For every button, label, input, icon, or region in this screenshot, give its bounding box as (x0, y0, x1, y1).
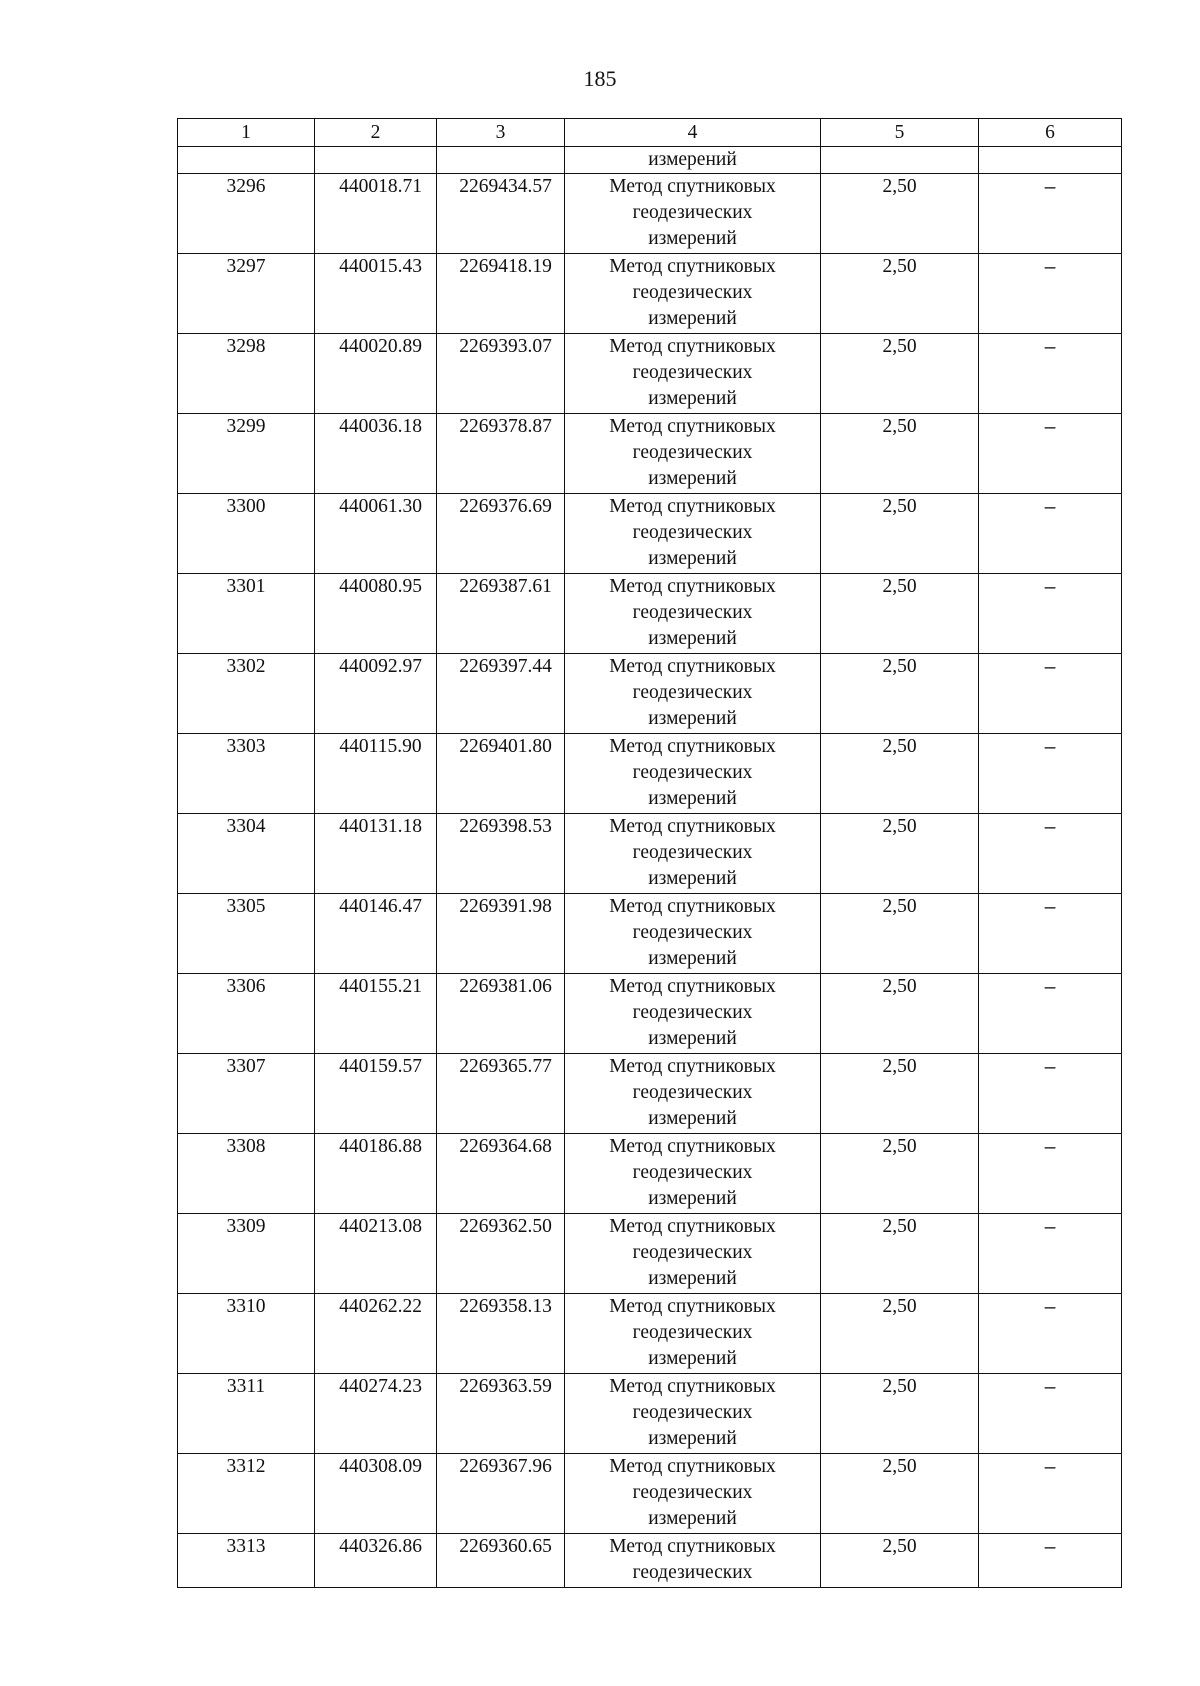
table-row (178, 974, 1122, 1054)
table-row (178, 1294, 1122, 1374)
table-row (178, 1054, 1122, 1134)
accuracy-cell: 2,50 (821, 1534, 979, 1588)
x-coordinate-cell: 440092.97 (315, 654, 437, 734)
method-line: измерений (648, 228, 737, 249)
method-line: геодезических (632, 1482, 753, 1503)
method-line: геодезических (632, 522, 753, 543)
method-line: измерений (648, 948, 737, 969)
table-row (178, 174, 1122, 254)
method-line: Метод спутниковых (609, 1136, 776, 1157)
method-line: геодезических (632, 442, 753, 463)
x-coordinate-cell: 440080.95 (315, 574, 437, 654)
continuation-cell (178, 147, 315, 174)
x-coordinate-cell: 440018.71 (315, 174, 437, 254)
table-row (178, 1454, 1122, 1534)
method-line: Метод спутниковых (609, 816, 776, 837)
x-coordinate-cell: 440159.57 (315, 1054, 437, 1134)
method-line: геодезических (632, 1562, 753, 1583)
accuracy-cell: 2,50 (821, 334, 979, 414)
table-row (178, 814, 1122, 894)
point-number-cell: 3299 (178, 414, 315, 494)
method-line: Метод спутниковых (609, 1376, 776, 1397)
note-cell: – (979, 1294, 1122, 1374)
point-number-cell: 3312 (178, 1454, 315, 1534)
continuation-cell (315, 147, 437, 174)
x-coordinate-cell: 440061.30 (315, 494, 437, 574)
method-cell (565, 334, 821, 414)
method-line: геодезических (632, 1242, 753, 1263)
method-line: Метод спутниковых (609, 416, 776, 437)
method-line: Метод спутниковых (609, 336, 776, 357)
method-line: Метод спутниковых (609, 176, 776, 197)
table-row (178, 734, 1122, 814)
method-line: Метод спутниковых (609, 1056, 776, 1077)
note-cell: – (979, 254, 1122, 334)
table-row (178, 1214, 1122, 1294)
x-coordinate-cell: 440326.86 (315, 1534, 437, 1588)
y-coordinate-cell: 2269367.96 (437, 1454, 565, 1534)
method-line: геодезических (632, 1402, 753, 1423)
method-line: измерений (648, 868, 737, 889)
method-line: геодезических (632, 1322, 753, 1343)
method-line: измерений (648, 1428, 737, 1449)
point-number-cell: 3301 (178, 574, 315, 654)
point-number-cell: 3303 (178, 734, 315, 814)
point-number-cell: 3307 (178, 1054, 315, 1134)
method-line: геодезических (632, 282, 753, 303)
y-coordinate-cell: 2269381.06 (437, 974, 565, 1054)
accuracy-cell: 2,50 (821, 174, 979, 254)
method-cell (565, 894, 821, 974)
method-line: геодезических (632, 1082, 753, 1103)
y-coordinate-cell: 2269358.13 (437, 1294, 565, 1374)
accuracy-cell: 2,50 (821, 1454, 979, 1534)
accuracy-cell: 2,50 (821, 574, 979, 654)
coordinates-table (177, 118, 1122, 1588)
point-number-cell: 3298 (178, 334, 315, 414)
y-coordinate-cell: 2269376.69 (437, 494, 565, 574)
method-cell (565, 814, 821, 894)
point-number-cell: 3296 (178, 174, 315, 254)
method-cell (565, 1294, 821, 1374)
method-cell (565, 174, 821, 254)
method-line: измерений (648, 308, 737, 329)
method-cell (565, 654, 821, 734)
accuracy-cell: 2,50 (821, 654, 979, 734)
method-line: геодезических (632, 202, 753, 223)
y-coordinate-cell: 2269391.98 (437, 894, 565, 974)
continuation-row (178, 147, 1122, 174)
point-number-cell: 3310 (178, 1294, 315, 1374)
method-cell (565, 1374, 821, 1454)
point-number-cell: 3300 (178, 494, 315, 574)
method-line: Метод спутниковых (609, 656, 776, 677)
method-line: Метод спутниковых (609, 1456, 776, 1477)
continuation-cell (437, 147, 565, 174)
method-cell (565, 1134, 821, 1214)
note-cell: – (979, 1534, 1122, 1588)
y-coordinate-cell: 2269362.50 (437, 1214, 565, 1294)
accuracy-cell: 2,50 (821, 494, 979, 574)
accuracy-cell: 2,50 (821, 1214, 979, 1294)
x-coordinate-cell: 440131.18 (315, 814, 437, 894)
y-coordinate-cell: 2269378.87 (437, 414, 565, 494)
method-cell (565, 1534, 821, 1588)
method-line: геодезических (632, 602, 753, 623)
table-row (178, 494, 1122, 574)
method-line: измерений (648, 1508, 737, 1529)
method-line: геодезических (632, 1002, 753, 1023)
y-coordinate-cell: 2269360.65 (437, 1534, 565, 1588)
accuracy-cell: 2,50 (821, 814, 979, 894)
x-coordinate-cell: 440146.47 (315, 894, 437, 974)
note-cell: – (979, 894, 1122, 974)
x-coordinate-cell: 440115.90 (315, 734, 437, 814)
method-line: Метод спутниковых (609, 496, 776, 517)
method-cell (565, 974, 821, 1054)
method-line: измерений (648, 788, 737, 809)
header-cell: 4 (565, 119, 821, 147)
accuracy-cell: 2,50 (821, 894, 979, 974)
point-number-cell: 3297 (178, 254, 315, 334)
point-number-cell: 3309 (178, 1214, 315, 1294)
note-cell: – (979, 1054, 1122, 1134)
method-line: Метод спутниковых (609, 576, 776, 597)
point-number-cell: 3308 (178, 1134, 315, 1214)
header-cell: 2 (315, 119, 437, 147)
method-line: измерений (648, 1348, 737, 1369)
x-coordinate-cell: 440262.22 (315, 1294, 437, 1374)
method-cell (565, 254, 821, 334)
table-row (178, 1534, 1122, 1588)
accuracy-cell: 2,50 (821, 734, 979, 814)
y-coordinate-cell: 2269364.68 (437, 1134, 565, 1214)
note-cell: – (979, 734, 1122, 814)
y-coordinate-cell: 2269397.44 (437, 654, 565, 734)
continuation-cell: измерений (565, 147, 821, 174)
point-number-cell: 3304 (178, 814, 315, 894)
header-cell: 3 (437, 119, 565, 147)
method-line: измерений (648, 628, 737, 649)
y-coordinate-cell: 2269434.57 (437, 174, 565, 254)
y-coordinate-cell: 2269365.77 (437, 1054, 565, 1134)
header-cell: 5 (821, 119, 979, 147)
method-cell (565, 734, 821, 814)
note-cell: – (979, 174, 1122, 254)
x-coordinate-cell: 440020.89 (315, 334, 437, 414)
table-row (178, 654, 1122, 734)
method-line: измерений (648, 708, 737, 729)
note-cell: – (979, 414, 1122, 494)
x-coordinate-cell: 440155.21 (315, 974, 437, 1054)
method-line: Метод спутниковых (609, 736, 776, 757)
method-line: измерений (648, 388, 737, 409)
point-number-cell: 3313 (178, 1534, 315, 1588)
note-cell: – (979, 1454, 1122, 1534)
method-cell (565, 414, 821, 494)
note-cell: – (979, 574, 1122, 654)
point-number-cell: 3302 (178, 654, 315, 734)
table-row (178, 1374, 1122, 1454)
method-cell (565, 494, 821, 574)
method-line: Метод спутниковых (609, 976, 776, 997)
table-row (178, 254, 1122, 334)
method-line: измерений (648, 1108, 737, 1129)
method-cell (565, 574, 821, 654)
method-cell (565, 1454, 821, 1534)
note-cell: – (979, 814, 1122, 894)
point-number-cell: 3311 (178, 1374, 315, 1454)
method-line: измерений (648, 1268, 737, 1289)
note-cell: – (979, 974, 1122, 1054)
continuation-cell (979, 147, 1122, 174)
x-coordinate-cell: 440186.88 (315, 1134, 437, 1214)
method-cell (565, 1054, 821, 1134)
x-coordinate-cell: 440015.43 (315, 254, 437, 334)
method-line: Метод спутниковых (609, 1216, 776, 1237)
y-coordinate-cell: 2269387.61 (437, 574, 565, 654)
accuracy-cell: 2,50 (821, 1294, 979, 1374)
table-row (178, 1134, 1122, 1214)
method-line: Метод спутниковых (609, 1296, 776, 1317)
method-line: Метод спутниковых (609, 896, 776, 917)
x-coordinate-cell: 440308.09 (315, 1454, 437, 1534)
method-line: измерений (648, 468, 737, 489)
note-cell: – (979, 1134, 1122, 1214)
accuracy-cell: 2,50 (821, 1374, 979, 1454)
x-coordinate-cell: 440213.08 (315, 1214, 437, 1294)
method-line: Метод спутниковых (609, 256, 776, 277)
method-line: измерений (648, 1028, 737, 1049)
y-coordinate-cell: 2269398.53 (437, 814, 565, 894)
note-cell: – (979, 494, 1122, 574)
point-number-cell: 3305 (178, 894, 315, 974)
header-cell: 1 (178, 119, 315, 147)
table-header-row (178, 119, 1122, 147)
method-cell (565, 1214, 821, 1294)
y-coordinate-cell: 2269418.19 (437, 254, 565, 334)
method-line: Метод спутниковых (609, 1536, 776, 1557)
note-cell: – (979, 1214, 1122, 1294)
accuracy-cell: 2,50 (821, 1054, 979, 1134)
note-cell: – (979, 1374, 1122, 1454)
method-line: геодезических (632, 362, 753, 383)
page-number: 185 (583, 66, 617, 91)
accuracy-cell: 2,50 (821, 414, 979, 494)
y-coordinate-cell: 2269363.59 (437, 1374, 565, 1454)
y-coordinate-cell: 2269401.80 (437, 734, 565, 814)
note-cell: – (979, 334, 1122, 414)
table-row (178, 574, 1122, 654)
method-line: геодезических (632, 682, 753, 703)
table-row (178, 894, 1122, 974)
x-coordinate-cell: 440036.18 (315, 414, 437, 494)
point-number-cell: 3306 (178, 974, 315, 1054)
accuracy-cell: 2,50 (821, 974, 979, 1054)
accuracy-cell: 2,50 (821, 1134, 979, 1214)
method-line: геодезических (632, 922, 753, 943)
method-line: геодезических (632, 1162, 753, 1183)
method-line: геодезических (632, 762, 753, 783)
method-line: измерений (648, 1188, 737, 1209)
accuracy-cell: 2,50 (821, 254, 979, 334)
x-coordinate-cell: 440274.23 (315, 1374, 437, 1454)
method-line: измерений (648, 548, 737, 569)
continuation-cell (821, 147, 979, 174)
note-cell: – (979, 654, 1122, 734)
table-row (178, 334, 1122, 414)
method-line: геодезических (632, 842, 753, 863)
table-row (178, 414, 1122, 494)
header-cell: 6 (979, 119, 1122, 147)
y-coordinate-cell: 2269393.07 (437, 334, 565, 414)
